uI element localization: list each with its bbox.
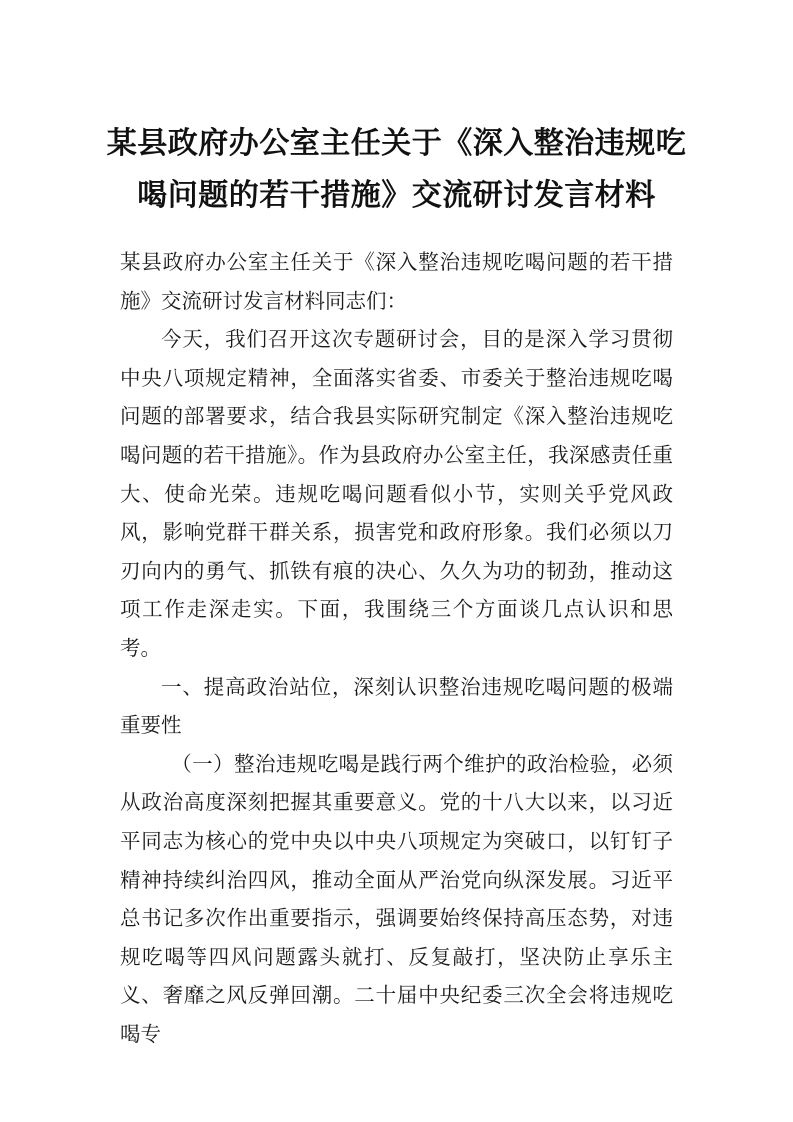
opening-paragraph: 某县政府办公室主任关于《深入整治违规吃喝问题的若干措施》交流研讨发言材料同志们：	[120, 250, 673, 313]
document-body	[120, 243, 673, 1053]
subsection-paragraph-1: （一）整治违规吃喝是践行两个维护的政治检验，必须从政治高度深刻把握其重要意义。党的十八大以来，以习近平同志为核心的党中央以中央八项规定为突破口，以钉钉子精神持续纠治四风，推动全面从严治党向纵深发展。习近平总书记多次作出重要指示，强调要始终保持高压态势，对违规吃喝等四风问题露头就打、反复敲打，坚决防止享乐主义、奢靡之风反弹回潮。二十届中央纪委三次全会将违规吃喝专	[120, 751, 673, 1046]
intro-paragraph: 今天，我们召开这次专题研讨会，目的是深入学习贯彻中央八项规定精神，全面落实省委、市委关于整治违规吃喝问题的部署要求，结合我县实际研究制定《深入整治违规吃喝问题的若干措施》。作为县政府办公室主任，我深感责任重大、使命光荣。违规吃喝问题看似小节，实则关乎党风政风，影响党群干群关系，损害党和政府形象。我们必须以刀刃向内的勇气、抓铁有痕的决心、久久为功的韧劲，推动这项工作走深走实。下面，我围绕三个方面谈几点认识和思考。	[120, 327, 673, 660]
document-title: 某县政府办公室主任关于《深入整治违规吃喝问题的若干措施》交流研讨发言材料	[106, 126, 687, 213]
section-heading-1: 一、提高政治站位，深刻认识整治违规吃喝问题的极端重要性	[120, 674, 673, 738]
